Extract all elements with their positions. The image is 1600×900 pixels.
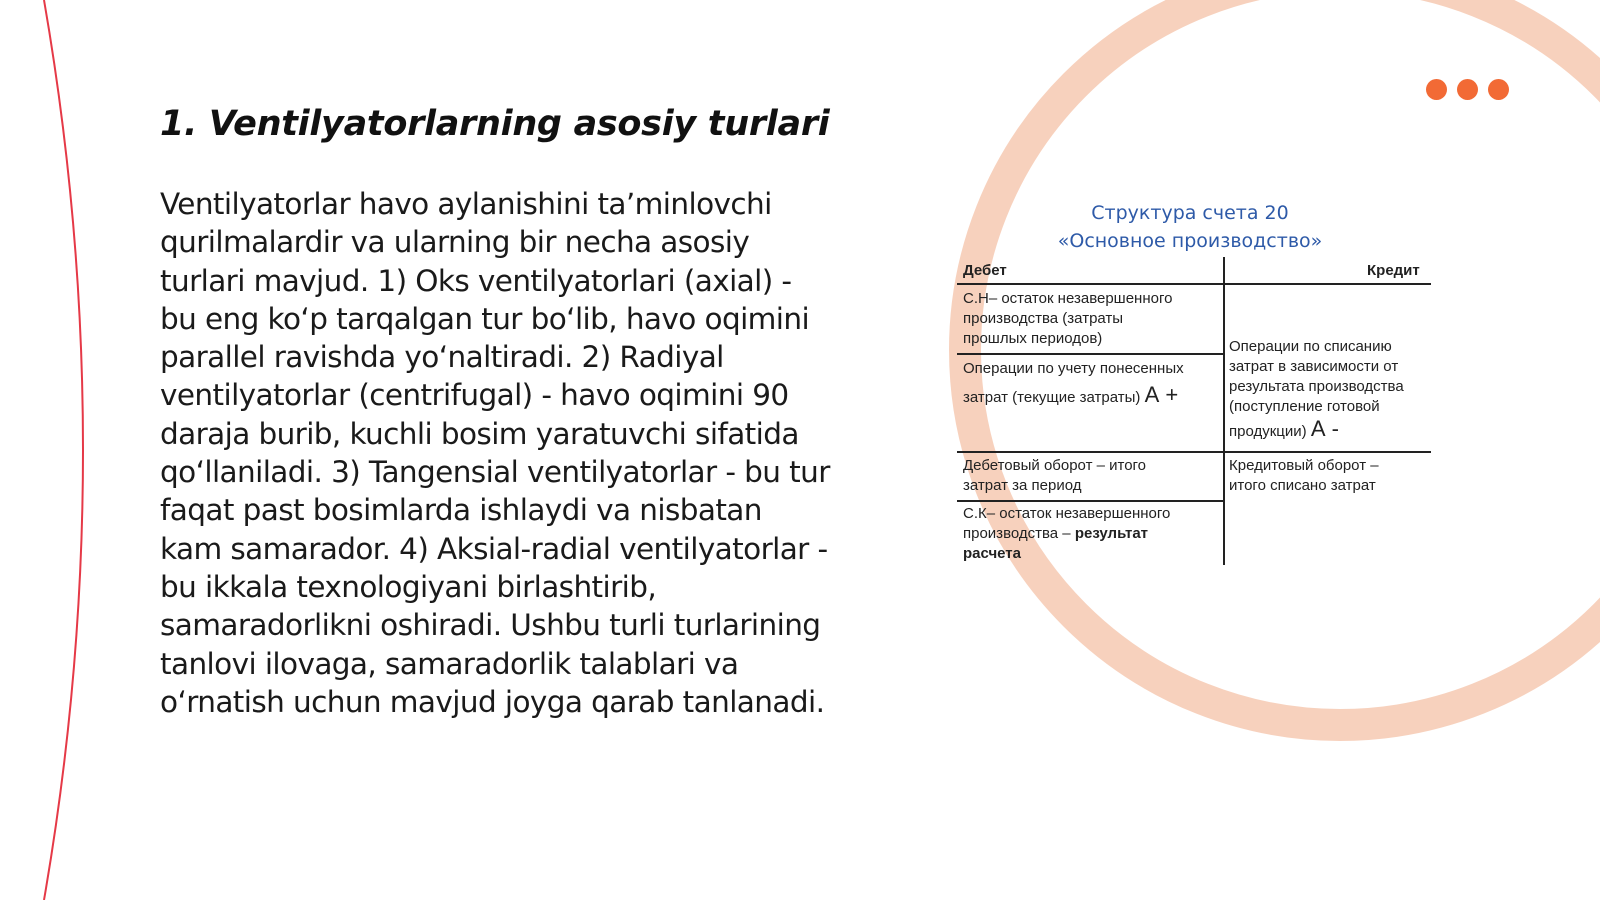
closing-line2-bold: результат	[1074, 525, 1149, 542]
debit-ops-line2: затрат (текущие затраты)	[963, 389, 1141, 406]
figure-title	[955, 199, 1425, 255]
debit-header: Дебет	[963, 262, 1007, 279]
left-red-curve	[44, 0, 83, 900]
dot-icon	[1457, 79, 1478, 100]
credit-ops-sign: А -	[1310, 416, 1339, 441]
credit-ops-line3: результата производства	[1229, 378, 1404, 395]
debit-opening-line1: С.Н– остаток незавершенного	[963, 290, 1173, 307]
credit-turnover-line1: Кредитовый оборот –	[1229, 457, 1379, 474]
debit-ops-line1: Операции по учету понесенных	[963, 360, 1184, 377]
credit-operations	[1229, 337, 1404, 442]
header-divider	[957, 283, 1431, 285]
figure-title-line1: Структура счета 20	[1091, 202, 1289, 224]
row-divider-2	[957, 451, 1431, 453]
debit-operations	[963, 359, 1184, 408]
debit-turnover-line1: Дебетовый оборот – итого	[963, 457, 1147, 474]
credit-turnover-line2: итого списано затрат	[1229, 477, 1376, 494]
credit-ops-line5: продукции)	[1229, 423, 1307, 440]
menu-dots-icon	[1426, 79, 1509, 100]
credit-ops-line1: Операции по списанию	[1229, 338, 1392, 355]
credit-ops-line2: затрат в зависимости от	[1229, 358, 1399, 375]
center-divider	[1223, 257, 1225, 565]
credit-header: Кредит	[1367, 262, 1420, 279]
slide-title: 1. Ventilyatorlarning asosiy turlari	[160, 104, 830, 144]
debit-turnover	[963, 456, 1146, 496]
debit-opening-line2: производства (затраты	[963, 310, 1124, 327]
debit-ops-sign: А +	[1144, 382, 1179, 407]
debit-opening-balance	[963, 289, 1172, 349]
debit-turnover-line2: затрат за период	[963, 477, 1082, 494]
figure-title-line2: «Основное производство»	[1057, 230, 1323, 252]
closing-line2-prefix: производства –	[963, 525, 1071, 542]
body-text: Ventilyatorlar havo aylanishini ta’minlovchi qurilmalardir va ularning bir necha asosiy turlari mavjud. 1) Oks ventilyatorlari (axial) - bu eng ko‘p tarqalgan tur bo‘lib, havo oqimini parallel ravishda yo‘naltiradi. 2) Radiyal ventilyatorlar (centrifugal) - havo oqimini 90 daraja burib, kuchli bosim yaratuvchi sifatida qo‘llaniladi. 3) Tangensial ventilyatorlar - bu tur faqat past bosimlarda ishlaydi va nisbatan kam samarador. 4) Aksial-radial ventilyatorlar - bu ikkala texnologiyani birlashtirib, samaradorlikni oshiradi. Ushbu turli turlarining tanlovi ilovaga, samaradorlik talablari va o‘rnatish uchun mavjud joyga qarab tanlanadi.	[160, 187, 830, 719]
closing-balance	[963, 504, 1170, 564]
debit-opening-line3: прошлых периодов)	[963, 330, 1103, 347]
row-divider-1	[957, 353, 1223, 355]
closing-line1: С.К– остаток незавершенного	[963, 505, 1171, 522]
closing-line3: расчета	[963, 545, 1022, 562]
credit-turnover	[1229, 456, 1379, 496]
credit-ops-line4: (поступление готовой	[1229, 398, 1380, 415]
row-divider-3	[957, 500, 1223, 502]
dot-icon	[1426, 79, 1447, 100]
dot-icon	[1488, 79, 1509, 100]
account-structure-figure	[955, 195, 1435, 575]
